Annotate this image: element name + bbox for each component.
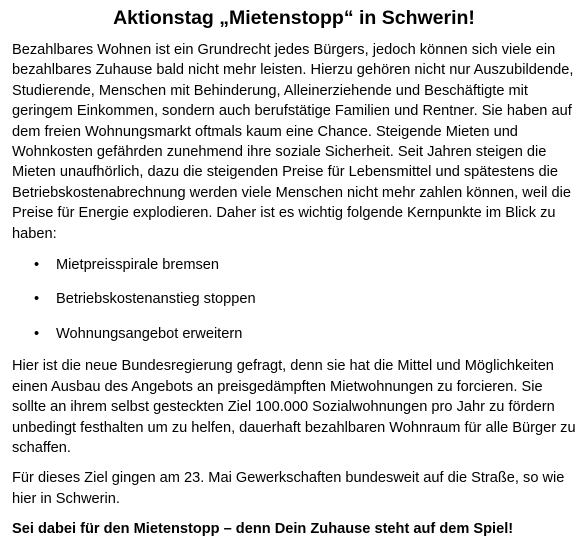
intro-paragraph: Bezahlbares Wohnen ist ein Grundrecht jedes Bürgers, jedoch können sich viele ein bezahlbares Zuhause bald nicht mehr leisten. Hierzu gehören nicht nur Auszubildende, Studierende, Menschen mit Behinderung, Alleinerziehende und Beschäftigte mit geringem Einkommen, sondern auch berufstätige Familien und Rentner. Sie haben auf dem freien Wohnungsmarkt oftmals kaum eine Chance. Steigende Mieten und Wohnkosten gefährden zunehmend ihre soziale Sicherheit. Seit Jahren steigen die Mieten unaufhörlich, dazu die steigenden Preise für Lebensmittel und spätestens die Betriebskostenabrechnung werden viele Menschen nicht mehr zahlen können, weil die Preise für Energie explodieren. Daher ist es wichtig folgende Kernpunkte im Blick zu haben:: [12, 42, 574, 242]
key-points-list: [12, 255, 576, 344]
list-item-text: Mietpreisspirale bremsen: [56, 257, 220, 274]
bullet-icon: •: [34, 257, 40, 274]
bullet-icon: •: [34, 325, 40, 342]
list-item-text: Betriebskostenanstieg stoppen: [56, 291, 256, 308]
list-item: [12, 324, 576, 344]
government-paragraph: Hier ist die neue Bundesregierung gefragt, denn sie hat die Mittel und Möglichkeiten einen Ausbau des Angebots an preisgedämpften Mietwohnungen zu forcieren. Sie sollte an ihrem selbst gesteckten Ziel 100.000 Sozialwohnungen pro Jahr zu fördern unbedingt festhalten um zu helfen, dauerhaft bezahlbaren Wohnraum für alle Bürger zu schaffen.: [12, 358, 576, 456]
list-item: [12, 255, 576, 275]
closing-slogan: Sei dabei für den Mietenstopp – denn Dein Zuhause steht auf dem Spiel!: [12, 521, 514, 538]
bullet-icon: •: [34, 291, 40, 308]
protest-paragraph: Für dieses Ziel gingen am 23. Mai Gewerkschaften bundesweit auf die Straße, so wie hier in Schwerin.: [12, 470, 565, 507]
list-item-text: Wohnungsangebot erweitern: [56, 325, 243, 342]
document-title: Aktionstag „Mietenstopp“ in Schwerin!: [113, 7, 475, 29]
list-item: [12, 289, 576, 309]
